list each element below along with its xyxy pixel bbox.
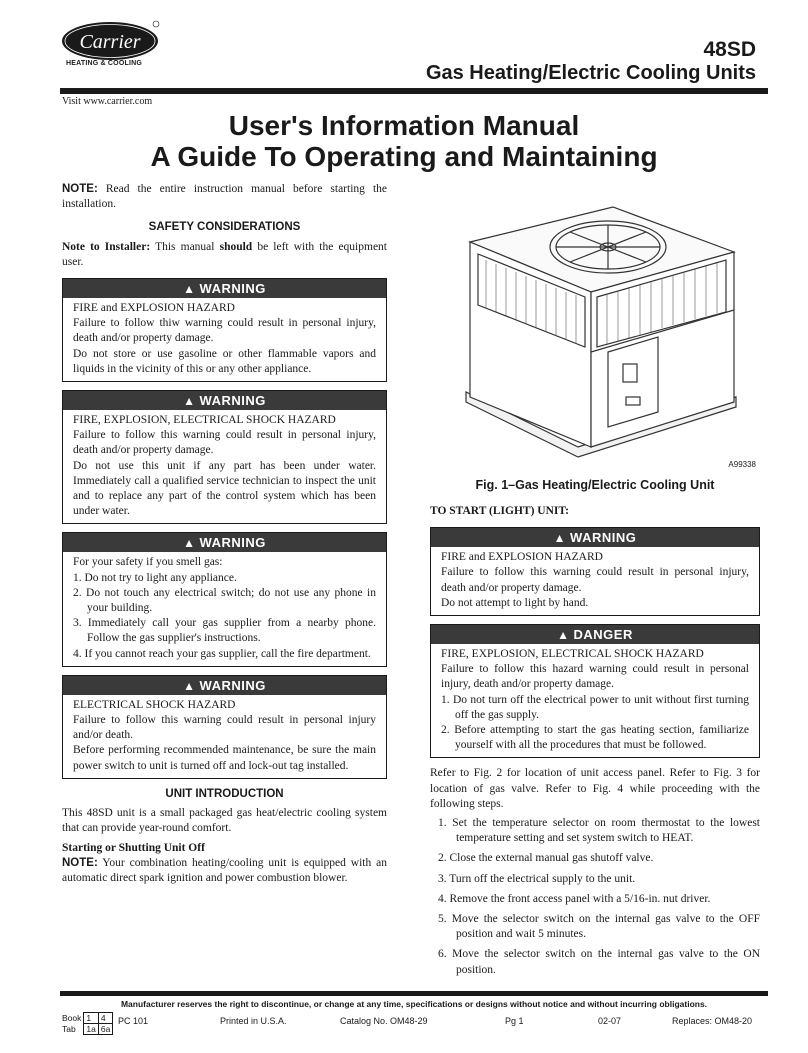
warning-header: ▲ WARNING xyxy=(63,279,386,298)
brand-name: Carrier xyxy=(79,31,141,53)
list-item: 4. Remove the front access panel with a 5/16-in. nut driver. xyxy=(438,892,711,905)
manual-subtitle: A Guide To Operating and Maintaining xyxy=(150,141,658,172)
date: 02-07 xyxy=(598,1016,622,1026)
list-item: 3. Turn off the electrical supply to the unit. xyxy=(438,872,636,885)
warning-box-fire: ▲ WARNING FIRE and EXPLOSION HAZARD Failure to follow thiw warning could result in personal injury, death and/or property damage. Do not store or use gasoline or other flammable vapors and liquids in the vicinity of this or any other appliance. xyxy=(62,278,387,382)
list-item: 2. Do not touch any electrical switch; do not use any phone in your building. xyxy=(73,586,376,615)
starting-heading: Starting or Shutting Unit Off xyxy=(62,841,205,854)
refer-text: Refer to Fig. 2 for location of unit access panel. Refer to Fig. 3 for location of gas valve. Refer to Fig. 4 while proceeding with the following steps. xyxy=(430,767,760,810)
list-item: 1. Do not try to light any appliance. xyxy=(73,571,237,584)
printed-in: Printed in U.S.A. xyxy=(220,1016,287,1026)
website-link[interactable]: Visit www.carrier.com xyxy=(62,96,153,107)
danger-header: ▲ DANGER xyxy=(431,625,759,644)
warning-triangle-icon: ▲ xyxy=(183,678,196,693)
page-number: Pg 1 xyxy=(505,1016,524,1026)
unit-intro-text: This 48SD unit is a small packaged gas heat/electric cooling system that can provide year-round comfort. xyxy=(62,807,387,835)
replaces: Replaces: OM48-20 xyxy=(672,1016,753,1026)
figure-caption: Fig. 1–Gas Heating/Electric Cooling Unit xyxy=(475,478,715,492)
unit-intro-heading: UNIT INTRODUCTION xyxy=(165,787,284,800)
list-item: 2. Before attempting to start the gas heating section, familiarize yourself with all the procedures that must be followed. xyxy=(441,724,749,752)
warning-triangle-icon: ▲ xyxy=(183,282,196,297)
catalog-number: Catalog No. OM48-29 xyxy=(340,1016,428,1026)
header-rule xyxy=(60,88,768,94)
start-steps xyxy=(430,816,760,978)
list-item: 2. Close the external manual gas shutoff valve. xyxy=(438,852,654,865)
warning-box-gas-smell: ▲ WARNING For your safety if you smell gas: 1. Do not try to light any appliance. 2. Do not touch any electrical switch; do not use any phone in your building. 3. Immediately call your gas supplier from a nearby phone. Follow the gas supplier's instructions. 4. If you cannot reach your gas supplier, call the fire department. xyxy=(62,532,387,666)
footer-rule xyxy=(60,991,768,996)
ignition-note: NOTE: Your combination heating/cooling unit is equipped with an automatic direct spark ignition and power combustion blower. xyxy=(62,856,387,884)
warning-triangle-icon: ▲ xyxy=(183,536,196,551)
to-start-heading: TO START (LIGHT) UNIT: xyxy=(430,505,570,517)
pc-code: PC 101 xyxy=(118,1016,149,1026)
figure-code: A99338 xyxy=(728,460,756,469)
warning-box-electrical: ▲ WARNING ELECTRICAL SHOCK HAZARD Failure to follow this warning could result in personal injury and/or death. Before performing recommended maintenance, be sure the main power switch to unit is turned off and lock-out tag installed. xyxy=(62,675,387,779)
model-number: 48SD xyxy=(703,38,756,61)
product-title: Gas Heating/Electric Cooling Units xyxy=(425,62,756,84)
warning-header: ▲ WARNING xyxy=(63,533,386,552)
manual-title: User's Information Manual xyxy=(228,110,580,141)
unit-illustration xyxy=(458,202,742,462)
list-item: 4. If you cannot reach your gas supplier, call the fire department. xyxy=(73,647,371,660)
danger-box: ▲ DANGER FIRE, EXPLOSION, ELECTRICAL SHOCK HAZARD Failure to follow this hazard warning could result in personal injury, death and/or property damage. 1. Do not turn off the electrical power to unit without first turning off the gas supply. 2. Before attempting to start the gas heating section, familiarize yourself with all the procedures that must be followed. xyxy=(430,624,760,758)
warning-triangle-icon: ▲ xyxy=(553,531,567,546)
book-tab-table: Book 1 4 Tab 1a 6a xyxy=(60,1012,113,1035)
safety-heading: SAFETY CONSIDERATIONS xyxy=(148,221,301,234)
list-item: 6. Move the selector switch on the internal gas valve to the ON position. xyxy=(438,948,760,976)
list-item: 1. Do not turn off the electrical power to unit without first turning off the gas supply. xyxy=(441,693,749,721)
warning-triangle-icon: ▲ xyxy=(183,394,196,409)
warning-box-water: ▲ WARNING FIRE, EXPLOSION, ELECTRICAL SHOCK HAZARD Failure to follow this warning could result in personal injury, death and/or property damage. Do not use this unit if any part has been under water. Immediately call a qualified service technician to inspect the unit and to replace any part of the control system which has been under water. xyxy=(62,390,387,524)
warning-triangle-icon: ▲ xyxy=(557,628,570,643)
brand-subtitle: HEATING & COOLING xyxy=(66,60,142,67)
right-column xyxy=(430,500,760,983)
list-item: 1. Set the temperature selector on room thermostat to the lowest temperature setting and set system switch to HEAT. xyxy=(438,817,760,845)
installer-note: Note to Installer: This manual should be left with the equipment user. xyxy=(62,240,387,268)
list-item: 5. Move the selector switch on the internal gas valve to the OFF position and wait 5 minutes. xyxy=(438,913,760,941)
left-column xyxy=(62,182,387,886)
warning-box-light: ▲ WARNING FIRE and EXPLOSION HAZARD Failure to follow this warning could result in personal injury, death and/or property damage. Do not attempt to light by hand. xyxy=(430,527,760,616)
install-note: NOTE: Read the entire instruction manual before starting the installation. xyxy=(62,183,387,211)
warning-header: ▲ WARNING xyxy=(431,528,759,547)
disclaimer: Manufacturer reserves the right to discontinue, or change at any time, specifications or designs without notice and without incurring obligations. xyxy=(120,999,708,1009)
warning-header: ▲ WARNING xyxy=(63,391,386,410)
warning-header: ▲ WARNING xyxy=(63,676,386,695)
list-item: 3. Immediately call your gas supplier from a nearby phone. Follow the gas supplier's instructions. xyxy=(73,617,376,645)
